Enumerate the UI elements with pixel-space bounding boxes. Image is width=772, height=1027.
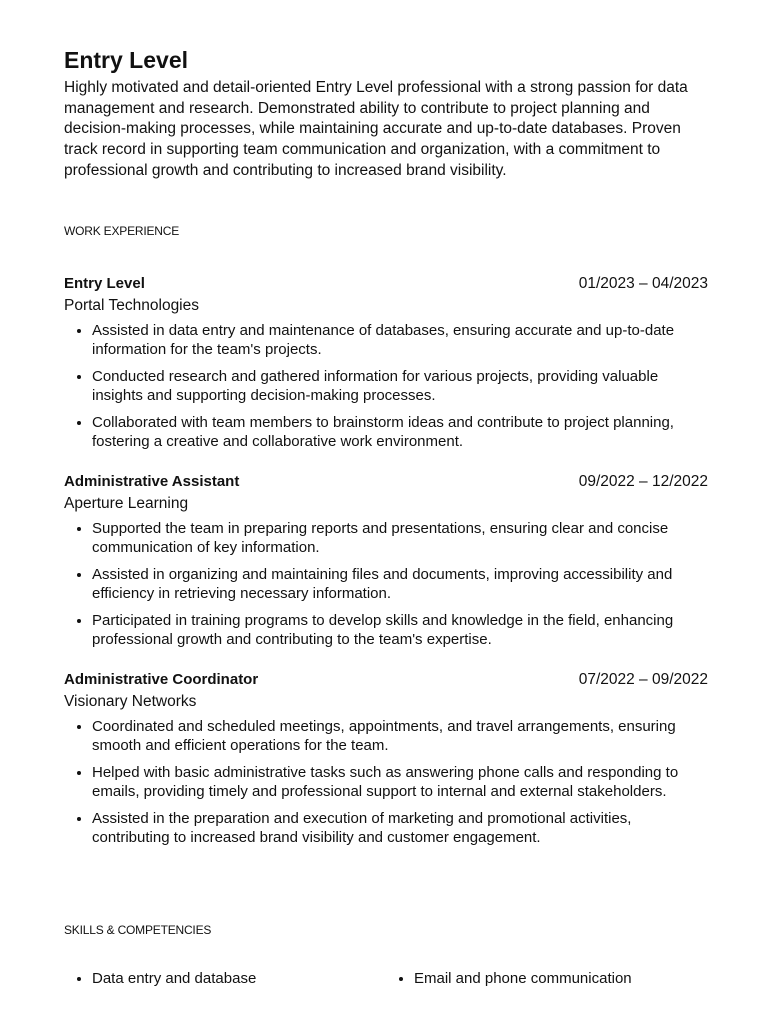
candidate-name: Entry Level: [64, 47, 188, 73]
company: Portal Technologies: [64, 296, 199, 314]
skill-item: • Data entry and database: [92, 969, 386, 988]
company: Visionary Networks: [64, 692, 197, 710]
skills-list: [64, 969, 708, 988]
job-title: Administrative Assistant: [64, 472, 240, 490]
job-list: [64, 275, 708, 847]
bullet: • Participated in training programs to develop skills and knowledge in the field, enhancing professional growth and contributing to the team's expertise.: [92, 611, 708, 649]
job-dates: 01/2023 – 04/2023: [578, 274, 708, 292]
bullet: • Supported the team in preparing reports and presentations, ensuring clear and concise communication of key information.: [92, 519, 708, 557]
job-entry: [64, 671, 708, 847]
job-dates: 09/2022 – 12/2022: [578, 472, 708, 490]
company: Aperture Learning: [64, 494, 189, 512]
job-bullets: [64, 321, 708, 451]
bullet: • Coordinated and scheduled meetings, appointments, and travel arrangements, ensuring smooth and efficient operations for the team.: [92, 717, 708, 755]
work-experience-heading: WORK EXPERIENCE: [64, 223, 180, 238]
bullet: • Collaborated with team members to brainstorm ideas and contribute to project planning, fostering a creative and collaborative work environment.: [92, 413, 708, 451]
bullet: • Conducted research and gathered information for various projects, providing valuable insights and supporting decision-making processes.: [92, 367, 708, 405]
bullet: • Assisted in the preparation and execution of marketing and promotional activities, contributing to increased brand visibility and customer engagement.: [92, 809, 708, 847]
skill-item: • Email and phone communication: [414, 969, 708, 988]
job-entry: [64, 275, 708, 451]
bullet: • Helped with basic administrative tasks such as answering phone calls and responding to emails, providing timely and professional support to internal and external stakeholders.: [92, 763, 708, 801]
job-bullets: [64, 717, 708, 847]
bullet: • Assisted in organizing and maintaining files and documents, improving accessibility and efficiency in retrieving necessary information.: [92, 565, 708, 603]
job-entry: [64, 473, 708, 649]
job-dates: 07/2022 – 09/2022: [578, 670, 708, 688]
job-bullets: [64, 519, 708, 649]
bullet: • Assisted in data entry and maintenance of databases, ensuring accurate and up-to-date information for the team's projects.: [92, 321, 708, 359]
job-title: Administrative Coordinator: [64, 670, 259, 688]
summary: Highly motivated and detail-oriented Entry Level professional with a strong passion for data management and research. Demonstrated ability to contribute to project planning and decision-making processes, while maintaining accurate and up-to-date databases. Proven track record in supporting team communication and organization, with a commitment to professional growth and contributing to increased brand visibility.: [64, 79, 688, 179]
skills-heading: SKILLS & COMPETENCIES: [64, 922, 212, 937]
job-title: Entry Level: [64, 274, 145, 292]
